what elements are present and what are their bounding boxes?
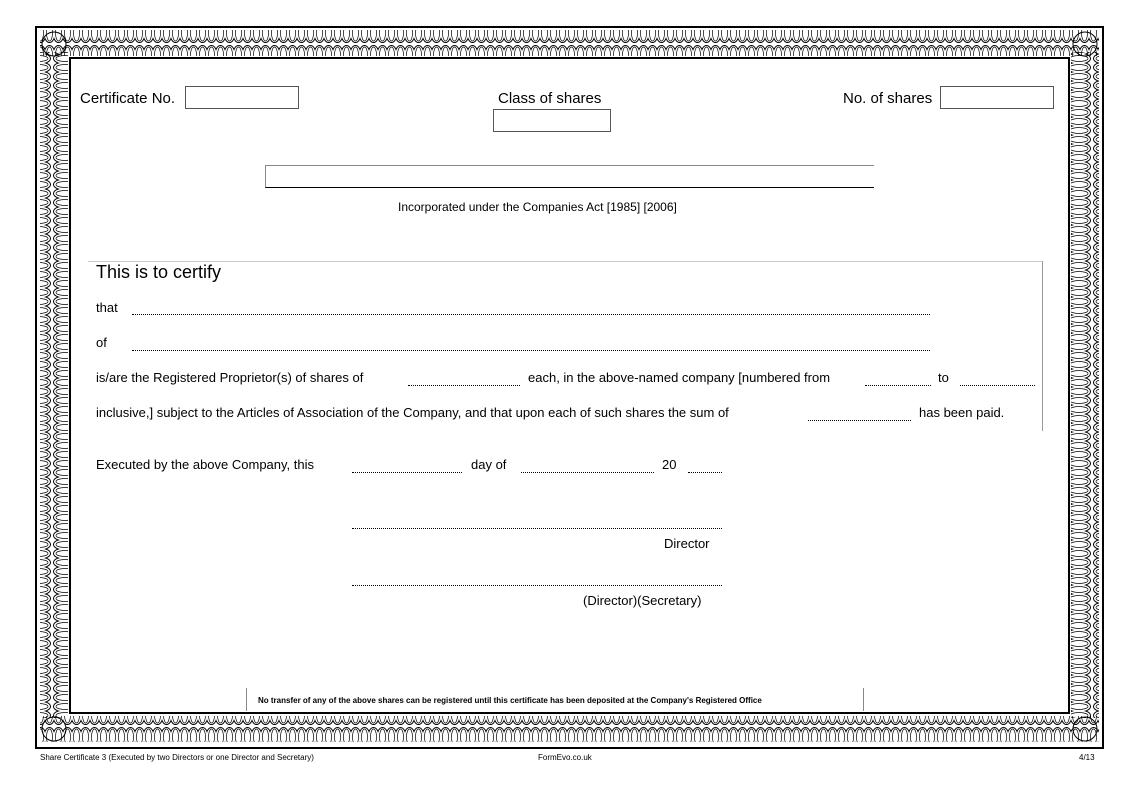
to-text: to <box>938 370 949 385</box>
execution-year-line[interactable] <box>688 472 722 473</box>
transfer-notice: No transfer of any of the above shares can be registered until this certificate has been deposited at the Company's Registered Office <box>258 696 762 705</box>
director-label: Director <box>664 536 710 551</box>
numbered-to-line[interactable] <box>960 385 1035 386</box>
certify-heading: This is to certify <box>96 262 222 282</box>
no-of-shares-label: No. of shares <box>843 90 933 107</box>
execution-month-line[interactable] <box>521 472 654 473</box>
has-been-paid-text: has been paid. <box>919 405 1005 420</box>
director-secretary-label: (Director)(Secretary) <box>583 593 702 608</box>
certify-panel-top-edge <box>88 261 1043 262</box>
execution-day-line[interactable] <box>352 472 462 473</box>
executed-text: Executed by the above Company, this <box>96 457 314 472</box>
day-of-text: day of <box>471 457 507 472</box>
secretary-signature-line[interactable] <box>352 585 722 586</box>
notice-right-edge <box>863 688 864 711</box>
of-label: of <box>96 335 107 350</box>
incorporated-text: Incorporated under the Companies Act [1985] [2006] <box>398 200 677 214</box>
no-of-shares-field[interactable] <box>940 86 1054 109</box>
footer-page-number: 4/13 <box>1079 753 1095 762</box>
that-label: that <box>96 300 118 315</box>
class-of-shares-label: Class of shares <box>498 90 602 107</box>
holder-address-line[interactable] <box>132 350 930 351</box>
company-name-field[interactable] <box>265 165 874 188</box>
numbered-from-line[interactable] <box>865 385 931 386</box>
footer-center: FormEvo.co.uk <box>538 753 592 762</box>
footer-left: Share Certificate 3 (Executed by two Directors or one Director and Secretary) <box>40 753 314 762</box>
proprietor-text: is/are the Registered Proprietor(s) of shares of <box>96 370 364 385</box>
certificate-no-label: Certificate No. <box>80 90 176 107</box>
certify-panel-right-edge <box>1042 261 1043 431</box>
certificate-no-field[interactable] <box>185 86 299 109</box>
director-signature-line[interactable] <box>352 528 722 529</box>
holder-name-line[interactable] <box>132 314 930 315</box>
share-value-line[interactable] <box>408 385 520 386</box>
inclusive-text: inclusive,] subject to the Articles of Association of the Company, and that upon each of such shares the sum of <box>96 405 729 420</box>
notice-left-edge <box>246 688 247 711</box>
numbered-from-text: each, in the above-named company [numbered from <box>528 370 831 385</box>
class-of-shares-field[interactable] <box>493 109 611 132</box>
year-prefix-text: 20 <box>662 457 677 472</box>
sum-paid-line[interactable] <box>808 420 911 421</box>
